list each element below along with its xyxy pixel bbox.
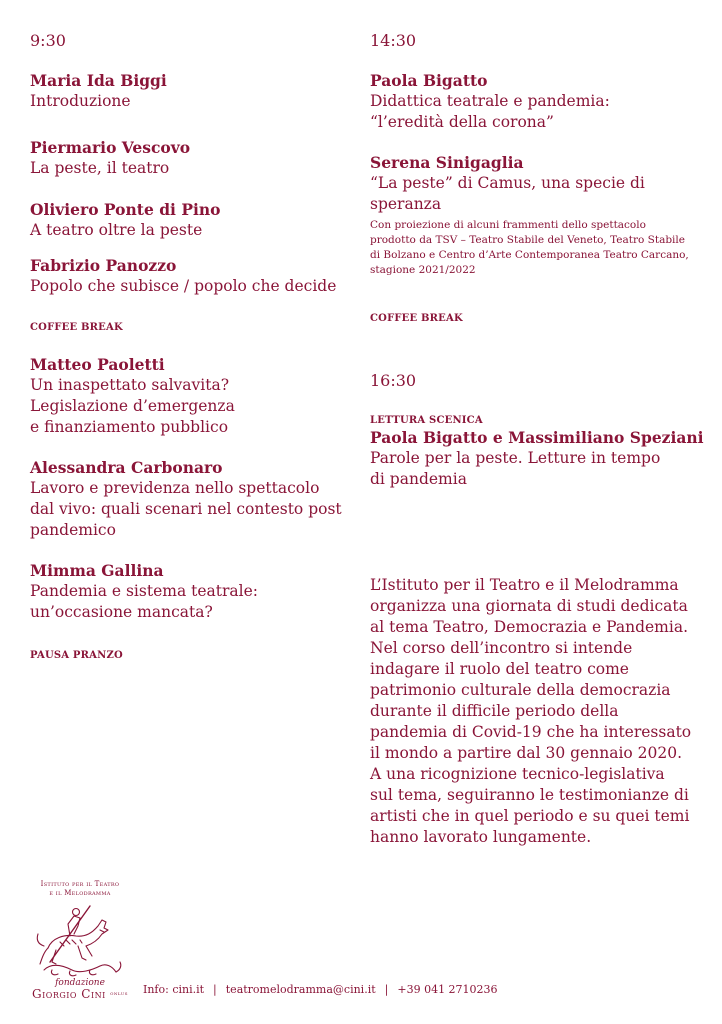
intro-line: A una ricognizione tecnico-legislativa (370, 765, 665, 783)
speaker-name: Matteo Paoletti (30, 355, 165, 374)
logo-onlus: onlus (110, 991, 128, 997)
institute-name (30, 880, 130, 898)
intro-line: organizza una giornata di studi dedicata (370, 597, 688, 615)
reading-speakers: Paola Bigatto e Massimiliano Speziani (370, 428, 704, 447)
intro-line: hanno lavorato lungamente. (370, 828, 592, 846)
talk-title: La peste, il teatro (30, 159, 170, 177)
reading-label: LETTURA SCENICA (370, 415, 483, 426)
note-line: prodotto da TSV – Teatro Stabile del Veneto, Teatro Stabile (370, 234, 685, 246)
talk-title: Popolo che subisce / popolo che decide (30, 277, 337, 295)
talk-title-line: Un inaspettato salvavita? (30, 376, 230, 394)
talk-paoletti (30, 355, 235, 438)
institute-line: Istituto per il Teatro (40, 880, 120, 888)
email-link[interactable]: teatromelodramma@cini.it (225, 983, 376, 996)
time-morning: 9:30 (30, 31, 66, 50)
talk-title-line: “l’eredità della corona” (370, 113, 554, 131)
separator: | (213, 983, 217, 996)
intro-line: artisti che in quel periodo e su quei temi (370, 807, 690, 825)
time-afternoon: 14:30 (370, 31, 417, 50)
phone-number: +39 041 2710236 (397, 983, 498, 996)
note-line: Con proiezione di alcuni frammenti dello spettacolo (370, 219, 646, 231)
speaker-name: Fabrizio Panozzo (30, 256, 177, 275)
talk-title-line: dal vivo: quali scenari nel contesto post (30, 500, 342, 518)
intro-line: durante il difficile periodo della (370, 702, 619, 720)
speaker-name: Piermario Vescovo (30, 138, 191, 157)
talk-title-line: un’occasione mancata? (30, 603, 213, 621)
intro-line: patrimonio culturale della democrazia (370, 681, 671, 699)
note-line: stagione 2021/2022 (370, 264, 476, 276)
intro-paragraph (370, 575, 715, 848)
talk-title-line: “La peste” di Camus, una specie di (370, 174, 645, 192)
talk-title-line: pandemico (30, 521, 116, 539)
time-evening: 16:30 (370, 371, 417, 390)
talk-vescovo (30, 138, 190, 179)
talk-gallina (30, 561, 258, 623)
speaker-name: Alessandra Carbonaro (30, 458, 223, 477)
intro-line: al tema Teatro, Democrazia e Pandemia. (370, 618, 688, 636)
logo-name-row (30, 989, 130, 1000)
talk-note (370, 218, 715, 278)
intro-line: indagare il ruolo del teatro come (370, 660, 629, 678)
talk-title: Introduzione (30, 92, 131, 110)
logo-block (30, 880, 130, 1000)
reading-title-line: di pandemia (370, 470, 467, 488)
talk-title-line: e finanziamento pubblico (30, 418, 229, 436)
talk-carbonaro (30, 458, 360, 541)
intro-line: L’Istituto per il Teatro e il Melodramma (370, 576, 679, 594)
note-line: di Bolzano e Centro d’Arte Contemporanea Teatro Carcano, (370, 249, 689, 261)
talk-title-line: speranza (370, 195, 442, 213)
reading-title-line: Parole per la peste. Letture in tempo (370, 449, 661, 467)
footer (30, 880, 690, 1000)
talk-title-line: Legislazione d’emergenza (30, 397, 235, 415)
speaker-name: Paola Bigatto (370, 71, 488, 90)
info-link[interactable]: Info: cini.it (143, 983, 205, 996)
talk-title-line: Lavoro e previdenza nello spettacolo (30, 479, 320, 497)
talk-sinigaglia (370, 153, 715, 278)
talk-panozzo (30, 256, 360, 297)
st-george-dragon-logo-icon (30, 900, 130, 980)
logo-fondazione: fondazione (55, 978, 105, 988)
speaker-name: Maria Ida Biggi (30, 71, 167, 90)
reading-section (370, 415, 715, 490)
speaker-name: Oliviero Ponte di Pino (30, 200, 221, 219)
coffee-break-label: COFFEE BREAK (30, 322, 123, 333)
contact-line (143, 983, 498, 996)
talk-title: A teatro oltre la peste (30, 221, 203, 239)
talk-ponte-di-pino (30, 200, 220, 241)
logo-wordmark (30, 978, 130, 1000)
intro-line: pandemia di Covid-19 che ha interessato (370, 723, 692, 741)
intro-line: Nel corso dell’incontro si intende (370, 639, 633, 657)
speaker-name: Serena Sinigaglia (370, 153, 524, 172)
intro-line: sul tema, seguiranno le testimonianze di (370, 786, 689, 804)
separator: | (384, 983, 389, 996)
talk-title-line: Pandemia e sistema teatrale: (30, 582, 258, 600)
coffee-break-label: COFFEE BREAK (370, 313, 463, 324)
institute-line: e il Melodramma (49, 889, 111, 897)
talk-biggi (30, 71, 167, 112)
speaker-name: Mimma Gallina (30, 561, 164, 580)
talk-bigatto (370, 71, 610, 133)
talk-title-line: Didattica teatrale e pandemia: (370, 92, 610, 110)
logo-name: Giorgio Cini (32, 987, 106, 1001)
lunch-break-label: PAUSA PRANZO (30, 650, 123, 661)
intro-line: il mondo a partire dal 30 gennaio 2020. (370, 744, 683, 762)
